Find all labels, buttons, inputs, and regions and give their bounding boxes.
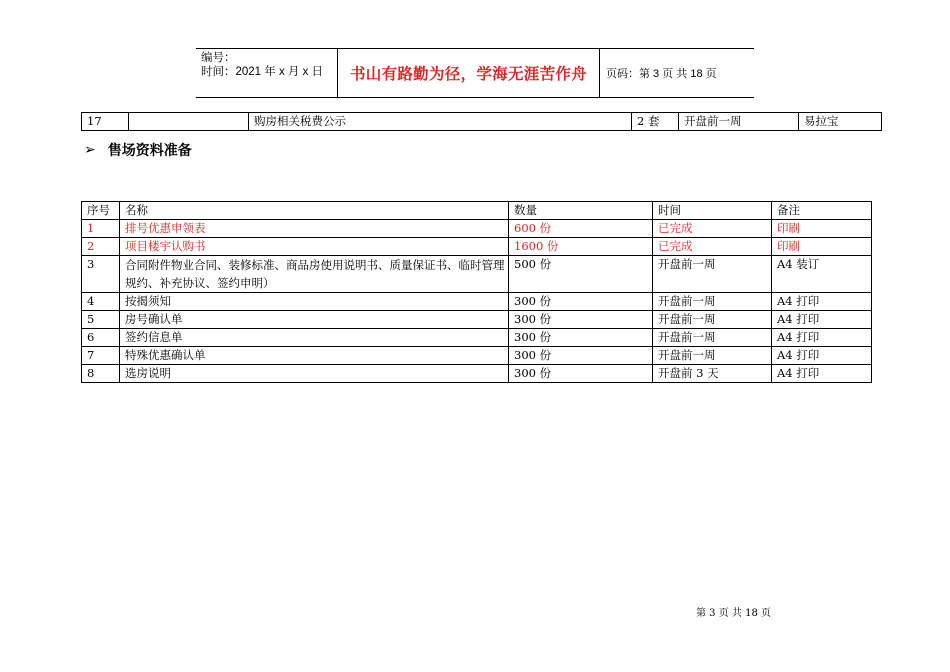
row-no: 2 [82,238,120,256]
row-qty: 300 份 [509,347,653,365]
row-note: 印刷 [772,238,872,256]
row-note: A4 打印 [772,329,872,347]
row-name: 排号优惠申领表 [120,220,509,238]
row-time: 开盘前一周 [653,256,772,293]
row-name: 按揭须知 [120,293,509,311]
row-name: 特殊优惠确认单 [120,347,509,365]
materials-table [81,201,872,383]
header-page-cell [600,49,754,97]
cell-blank [129,113,249,131]
row-no: 8 [82,365,120,383]
row-no: 6 [82,329,120,347]
row-qty: 600 份 [509,220,653,238]
table-row [82,256,872,293]
header-motto-cell [338,49,600,97]
page-footer: 第 3 页 共 18 页 [696,608,771,619]
arrow-bullet-icon: ➢ [84,142,96,158]
row-name: 签约信息单 [120,329,509,347]
row-name: 合同附件物业合同、装修标准、商品房使用说明书、质量保证书、临时管理规约、补充协议、签约申明） [120,256,509,293]
row-qty: 500 份 [509,256,653,293]
row-time: 开盘前一周 [653,329,772,347]
cell-owner: 易拉宝 [799,113,882,131]
row-time: 开盘前一周 [653,347,772,365]
row-qty: 300 份 [509,293,653,311]
materials-body [82,220,872,383]
header-qty: 数量 [509,202,653,220]
row-note: 印刷 [772,220,872,238]
row-no: 3 [82,256,120,293]
table-row [82,347,872,365]
row-time: 开盘前一周 [653,311,772,329]
header-meta [196,49,338,97]
cell-qty: 2 套 [632,113,679,131]
row-time: 已完成 [653,238,772,256]
table-row [82,220,872,238]
row-qty: 300 份 [509,329,653,347]
number-label: 编号： [201,52,236,64]
table-row [82,238,872,256]
row-qty: 1600 份 [509,238,653,256]
row-no: 1 [82,220,120,238]
table-row [82,329,872,347]
table-row [82,311,872,329]
section-title: 售场资料准备 [107,143,192,159]
section-heading [84,140,192,160]
row-name: 选房说明 [120,365,509,383]
row-no: 5 [82,311,120,329]
row-no: 7 [82,347,120,365]
table-row [82,365,872,383]
row-note: A4 打印 [772,293,872,311]
row-qty: 300 份 [509,365,653,383]
cell-no: 17 [82,113,129,131]
cell-time: 开盘前一周 [679,113,799,131]
header-time: 时间 [653,202,772,220]
table-row [82,113,882,131]
page-header [196,48,754,98]
motto-text: 书山有路勤为径，学海无涯苦作舟 [349,65,587,83]
row-note: A4 打印 [772,365,872,383]
row-note: A4 打印 [772,311,872,329]
row-time: 已完成 [653,220,772,238]
row-time: 开盘前一周 [653,293,772,311]
row-name: 项目楼宇认购书 [120,238,509,256]
row-name: 房号确认单 [120,311,509,329]
row-no: 4 [82,293,120,311]
row-note: A4 打印 [772,347,872,365]
continuation-table [81,112,882,131]
header-no: 序号 [82,202,120,220]
header-note: 备注 [772,202,872,220]
header-name: 名称 [120,202,509,220]
row-note: A4 装订 [772,256,872,293]
cell-item: 购房相关税费公示 [249,113,632,131]
table-header-row [82,202,872,220]
page-info: 页码：第 3 页 共 18 页 [606,68,717,80]
row-time: 开盘前 3 天 [653,365,772,383]
row-qty: 300 份 [509,311,653,329]
table-row [82,293,872,311]
time-label: 时间：2021 年 x 月 x 日 [201,66,324,78]
